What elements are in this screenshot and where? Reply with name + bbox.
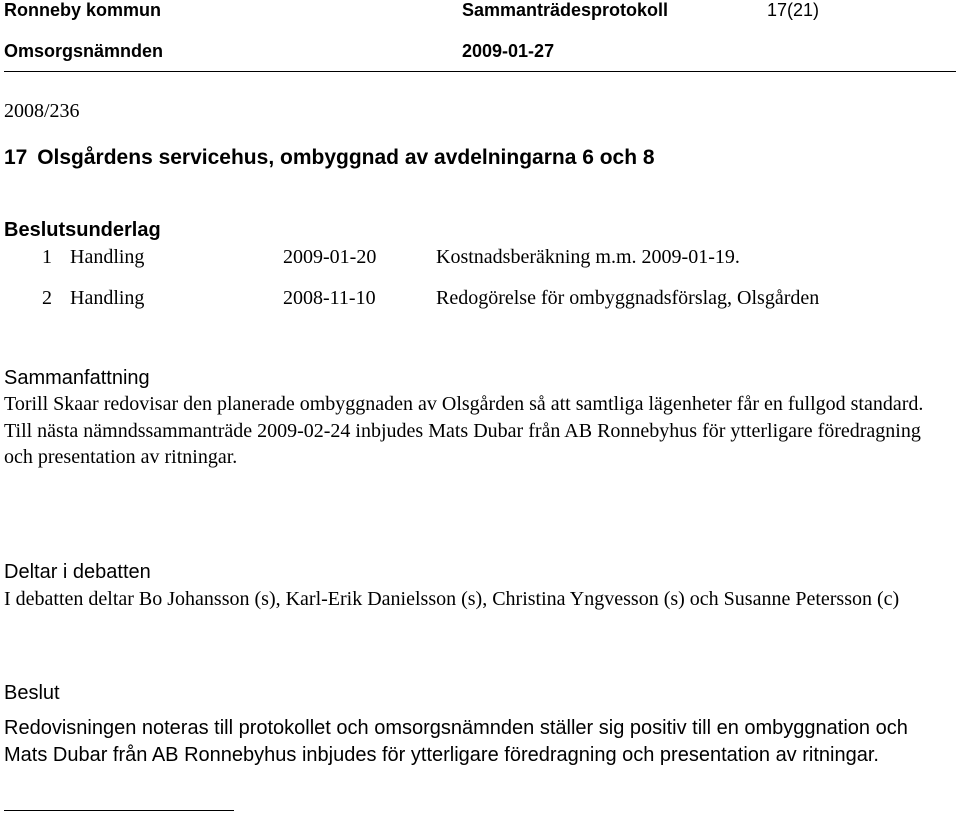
debatten-heading: Deltar i debatten [4, 561, 151, 583]
underlag-num: 1 [42, 246, 52, 268]
beslut-heading: Beslut [4, 682, 60, 704]
debatten-text: I debatten deltar Bo Johansson (s), Karl-Erik Danielsson (s), Christina Yngvesson (s) och Susanne Petersson (c) [4, 588, 900, 610]
underlag-date: 2008-11-10 [283, 287, 376, 309]
beslut-text: Redovisningen noteras till protokollet och omsorgsnämnden ställer sig positiv till en ombyggnation och Mats Dubar från AB Ronnebyhus inbjudes för ytterligare föredragning och presentation av ritningar. [4, 717, 908, 766]
underlag-desc: Redogörelse för ombyggnadsförslag, Olsgården [436, 287, 820, 309]
header-doc-type: Sammanträdesprotokoll [462, 0, 669, 20]
item-title-text: Olsgårdens servicehus, ombyggnad av avdelningarna 6 och 8 [37, 146, 655, 169]
item-number: 17 [4, 146, 28, 169]
sammanfattning-heading: Sammanfattning [4, 367, 150, 389]
signature-line [4, 810, 234, 811]
case-number: 2008/236 [4, 100, 80, 122]
underlag-type: Handling [70, 246, 145, 268]
item-title [4, 146, 655, 170]
header-date: 2009-01-27 [462, 41, 555, 61]
underlag-date: 2009-01-20 [283, 246, 377, 268]
header-committee: Omsorgsnämnden [4, 41, 164, 61]
header-org: Ronneby kommun [4, 0, 162, 20]
underlag-num: 2 [42, 287, 52, 309]
header-page-number: 17(21) [767, 0, 820, 20]
underlag-desc: Kostnadsberäkning m.m. 2009-01-19. [436, 246, 740, 268]
underlag-type: Handling [70, 287, 145, 309]
header-divider [4, 71, 956, 72]
sammanfattning-text: Torill Skaar redovisar den planerade ombyggnaden av Olsgården så att samtliga lägenheter får en fullgod standard. Till nästa nämndssammanträde 2009-02-24 inbjudes Mats Dubar från AB Ronnebyhus för ytterligare föredragning och presentation av ritningar. [4, 393, 924, 468]
underlag-heading: Beslutsunderlag [4, 219, 161, 241]
